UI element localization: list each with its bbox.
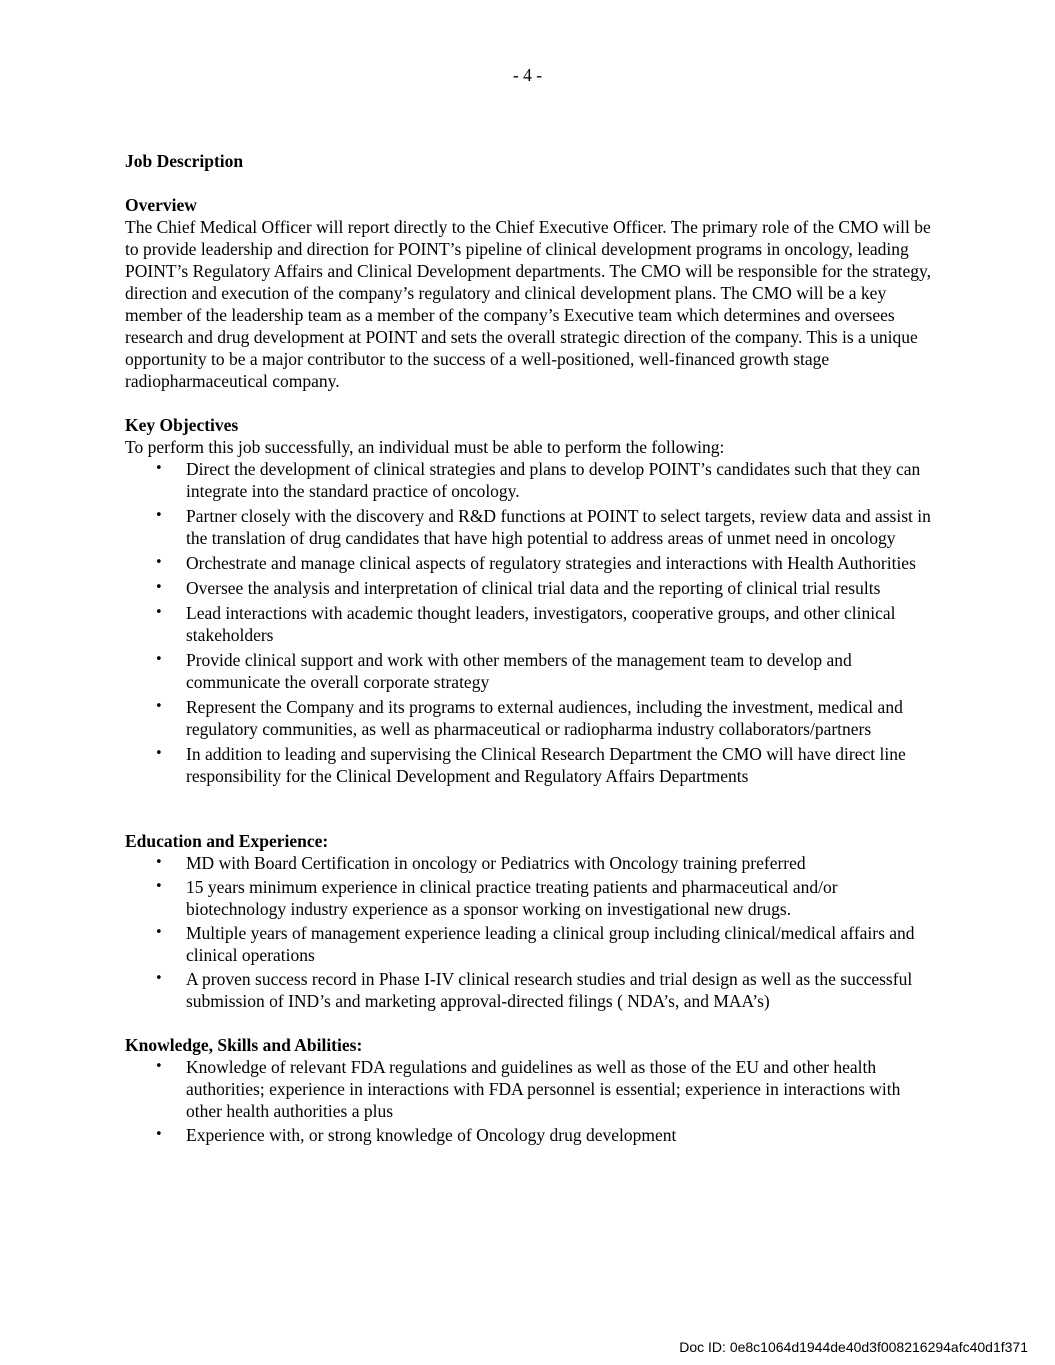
- key-objectives-section: [125, 414, 935, 787]
- list-item: • MD with Board Certification in oncology or Pediatrics with Oncology training preferred: [125, 852, 935, 874]
- page-content: [125, 150, 935, 1148]
- page-title: Job Description: [125, 151, 244, 171]
- list-item: • Multiple years of management experience leading a clinical group including clinical/medical affairs and clinical operations: [125, 922, 935, 966]
- list-item: • Lead interactions with academic thought leaders, investigators, cooperative groups, and other clinical stakeholders: [125, 602, 935, 646]
- list-item: • A proven success record in Phase I-IV clinical research studies and trial design as well as the successful submission of IND’s and marketing approval-directed filings ( NDA’s, and MAA’s): [125, 968, 935, 1012]
- page-number: - 4 -: [512, 65, 543, 85]
- skills-list: [125, 1056, 935, 1146]
- list-item: • Direct the development of clinical strategies and plans to develop POINT’s candidates such that they can integrate into the standard practice of oncology.: [125, 458, 935, 502]
- education-list: [125, 852, 935, 1012]
- list-item: • Partner closely with the discovery and R&D functions at POINT to select targets, review data and assist in the translation of drug candidates that have high potential to address areas of unmet need in oncology: [125, 505, 935, 549]
- list-item: • Oversee the analysis and interpretation of clinical trial data and the reporting of clinical trial results: [125, 577, 935, 599]
- doc-id: Doc ID: 0e8c1064d1944de40d3f008216294afc40d1f371: [679, 1339, 1028, 1355]
- education-section: [125, 830, 935, 1012]
- list-item: • Orchestrate and manage clinical aspects of regulatory strategies and interactions with Health Authorities: [125, 552, 935, 574]
- skills-section: [125, 1034, 935, 1146]
- list-item: • Knowledge of relevant FDA regulations and guidelines as well as those of the EU and other health authorities; experience in interactions with FDA personnel is essential; experience in interactions with other health authorities a plus: [125, 1056, 935, 1122]
- key-objectives-intro: To perform this job successfully, an individual must be able to perform the following:: [125, 437, 725, 457]
- overview-heading: Overview: [125, 195, 197, 215]
- list-item: • Experience with, or strong knowledge of Oncology drug development: [125, 1124, 935, 1146]
- list-item: • Represent the Company and its programs to external audiences, including the investment, medical and regulatory communities, as well as pharmaceutical or radiopharma industry collaborators/partners: [125, 696, 935, 740]
- list-item: • In addition to leading and supervising the Clinical Research Department the CMO will have direct line responsibility for the Clinical Development and Regulatory Affairs Departments: [125, 743, 935, 787]
- key-objectives-heading: Key Objectives: [125, 415, 239, 435]
- skills-heading: Knowledge, Skills and Abilities:: [125, 1035, 363, 1055]
- overview-section: [125, 194, 935, 392]
- list-item: • 15 years minimum experience in clinical practice treating patients and pharmaceutical and/or biotechnology industry experience as a sponsor working on investigational new drugs.: [125, 876, 935, 920]
- overview-text: The Chief Medical Officer will report directly to the Chief Executive Officer. The primary role of the CMO will be to provide leadership and direction for POINT’s pipeline of clinical development programs in oncology, leading POINT’s Regulatory Affairs and Clinical Development departments. The CMO will be responsible for the strategy, direction and execution of the company’s regulatory and clinical development plans. The CMO will be a key member of the leadership team as a member of the company’s Executive team which determines and oversees research and drug development at POINT and sets the overall strategic direction of the company. This is a unique opportunity to be a major contributor to the success of a well-positioned, well-financed growth stage radiopharmaceutical company.: [125, 217, 931, 391]
- education-heading: Education and Experience:: [125, 831, 329, 851]
- key-objectives-list: [125, 458, 935, 787]
- list-item: • Provide clinical support and work with other members of the management team to develop and communicate the overall corporate strategy: [125, 649, 935, 693]
